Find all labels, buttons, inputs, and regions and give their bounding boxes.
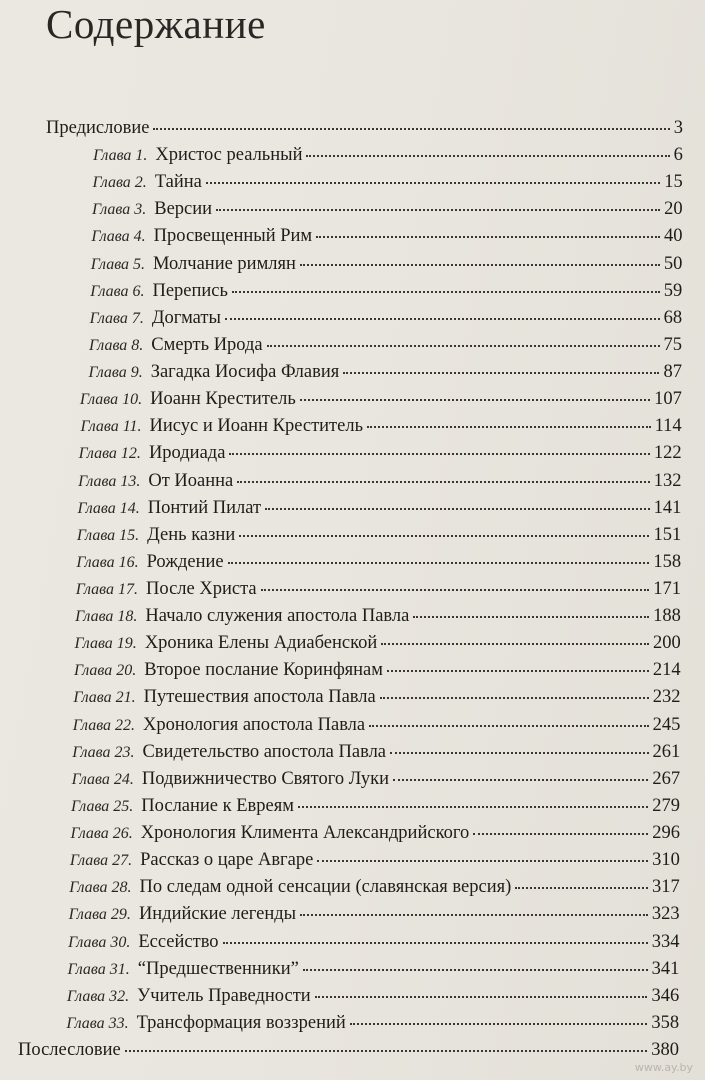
chapter-number: Глава 8. bbox=[89, 336, 144, 354]
entry-title: Молчание римлян bbox=[153, 253, 296, 274]
toc-entry bbox=[66, 660, 680, 681]
entry-title: Учитель Праведности bbox=[137, 985, 311, 1006]
page-number: 122 bbox=[653, 443, 682, 464]
chapter-number: Глава 15. bbox=[76, 526, 140, 544]
entry-title: Послание к Евреям bbox=[141, 795, 294, 816]
chapter-number: Глава 27. bbox=[69, 852, 133, 870]
toc-entry bbox=[76, 199, 682, 220]
dot-leader bbox=[393, 778, 648, 781]
toc-entry bbox=[72, 389, 682, 410]
chapter-number: Глава 14. bbox=[77, 499, 140, 517]
page-number: 59 bbox=[663, 280, 683, 301]
toc-entry bbox=[72, 416, 682, 437]
page-number: 132 bbox=[653, 470, 682, 491]
dot-leader bbox=[300, 398, 650, 401]
page-number: 3 bbox=[673, 118, 683, 138]
dot-leader bbox=[229, 452, 649, 455]
entry-title: Христос реальный bbox=[155, 145, 303, 166]
dot-leader bbox=[350, 1022, 648, 1025]
toc-entry bbox=[64, 742, 680, 763]
toc-entry bbox=[63, 796, 680, 817]
chapter-number: Глава 10. bbox=[79, 391, 143, 409]
entry-title: Просвещенный Рим bbox=[153, 226, 313, 247]
page-number: 6 bbox=[673, 145, 683, 166]
dot-leader bbox=[300, 913, 648, 916]
page-number: 279 bbox=[652, 795, 681, 816]
page-number: 68 bbox=[663, 307, 683, 328]
toc-entry bbox=[76, 226, 683, 247]
toc-entry bbox=[77, 145, 682, 166]
page-number: 341 bbox=[651, 958, 680, 979]
chapter-number: Глава 2. bbox=[92, 174, 147, 192]
chapter-number: Глава 24. bbox=[71, 770, 134, 788]
entry-title: Рождение bbox=[146, 551, 224, 572]
toc-entry bbox=[65, 715, 680, 736]
entry-title: От Иоанна bbox=[148, 470, 234, 491]
page-number: 323 bbox=[651, 904, 680, 925]
toc-entry bbox=[62, 877, 680, 898]
page-number: 20 bbox=[664, 199, 683, 220]
toc-entry bbox=[61, 904, 680, 925]
page-number: 141 bbox=[653, 497, 682, 518]
toc-entry bbox=[69, 525, 681, 546]
page-number: 87 bbox=[663, 362, 682, 383]
chapter-number: Глава 9. bbox=[88, 364, 143, 382]
dot-leader bbox=[380, 696, 649, 699]
page-number: 261 bbox=[652, 741, 681, 762]
chapter-number: Глава 23. bbox=[72, 743, 135, 761]
page-number: 188 bbox=[653, 606, 681, 627]
dot-leader bbox=[473, 832, 648, 835]
dot-leader bbox=[239, 534, 649, 537]
toc-entry bbox=[59, 1013, 680, 1034]
entry-title: Индийские легенды bbox=[138, 904, 297, 925]
entry-title: Иоанн Креститель bbox=[150, 389, 296, 410]
page-number: 232 bbox=[652, 687, 681, 708]
entry-title: Ессейство bbox=[138, 931, 219, 952]
entry-title: Второе послание Коринфянам bbox=[144, 660, 383, 681]
entry-title: Хроника Елены Адиабенской bbox=[144, 633, 378, 654]
dot-leader bbox=[232, 290, 660, 293]
chapter-number: Глава 5. bbox=[90, 255, 146, 273]
chapter-number: Глава 18. bbox=[75, 608, 138, 626]
toc-entry bbox=[60, 959, 680, 980]
entry-title: Иродиада bbox=[148, 443, 226, 464]
chapter-number: Глава 28. bbox=[69, 879, 132, 897]
dot-leader bbox=[413, 615, 649, 618]
entry-title: Хронология апостола Павла bbox=[143, 714, 366, 735]
chapter-number: Глава 30. bbox=[68, 933, 131, 951]
dot-leader bbox=[298, 805, 648, 808]
toc-entry bbox=[74, 281, 682, 302]
toc-entry bbox=[62, 850, 680, 871]
dot-leader bbox=[381, 642, 649, 645]
dot-leader bbox=[228, 561, 650, 564]
page-number: 75 bbox=[663, 334, 683, 355]
entry-title: Трансформация воззрений bbox=[136, 1012, 346, 1033]
page-number: 158 bbox=[653, 551, 682, 572]
entry-title: Подвижничество Святого Луки bbox=[141, 768, 389, 789]
chapter-number: Глава 26. bbox=[70, 825, 133, 843]
dot-leader bbox=[315, 995, 648, 998]
entry-title: Перепись bbox=[152, 280, 228, 301]
dot-leader bbox=[267, 344, 660, 347]
toc-entry bbox=[63, 823, 680, 844]
page-number: 15 bbox=[664, 172, 683, 193]
chapter-number: Глава 25. bbox=[71, 797, 134, 815]
toc-entry bbox=[66, 687, 681, 708]
dot-leader bbox=[390, 751, 649, 754]
entry-title: Версии bbox=[154, 199, 213, 220]
page-title: Содержание bbox=[46, 1, 266, 47]
chapter-number: Глава 20. bbox=[73, 662, 137, 680]
chapter-number: Глава 6. bbox=[90, 282, 145, 300]
entry-title: Догматы bbox=[151, 307, 221, 328]
chapter-number: Глава 1. bbox=[93, 147, 148, 165]
chapter-number: Глава 13. bbox=[78, 472, 141, 490]
chapter-number: Глава 22. bbox=[72, 716, 136, 734]
toc-entry bbox=[59, 986, 679, 1007]
dot-leader bbox=[387, 669, 649, 672]
watermark: www.ay.by bbox=[634, 1061, 693, 1074]
toc-entry bbox=[75, 254, 682, 275]
toc-entry bbox=[70, 471, 681, 492]
page-number: 40 bbox=[664, 226, 683, 247]
dot-leader bbox=[367, 425, 651, 428]
dot-leader bbox=[223, 941, 648, 944]
toc-entry bbox=[18, 1040, 679, 1061]
dot-leader bbox=[369, 724, 649, 727]
toc-entry bbox=[70, 498, 682, 519]
chapter-number: Глава 11. bbox=[80, 418, 142, 436]
entry-title: Тайна bbox=[154, 172, 202, 193]
dot-leader bbox=[216, 208, 660, 211]
toc-entry bbox=[71, 443, 682, 464]
entry-title: Рассказ о царе Авгаре bbox=[140, 850, 314, 871]
dot-leader bbox=[317, 859, 648, 862]
entry-title: Свидетельство апостола Павла bbox=[142, 741, 387, 762]
entry-title: Иисус и Иоанн Креститель bbox=[149, 416, 364, 437]
toc-entry bbox=[67, 606, 680, 627]
chapter-number: Глава 3. bbox=[91, 201, 147, 219]
toc-entry bbox=[64, 769, 680, 790]
entry-title: Хронология Климента Александрийского bbox=[140, 823, 470, 844]
page-number: 334 bbox=[651, 931, 680, 952]
toc-entry bbox=[46, 118, 683, 139]
page-number: 151 bbox=[653, 524, 682, 545]
entry-title: “Предшественники” bbox=[137, 958, 299, 979]
chapter-number: Глава 19. bbox=[74, 635, 137, 653]
chapter-number: Глава 17. bbox=[75, 581, 138, 598]
dot-leader bbox=[261, 588, 650, 591]
toc-entry bbox=[77, 172, 683, 193]
entry-title: После Христа bbox=[146, 579, 257, 599]
entry-title: День казни bbox=[147, 524, 236, 545]
dot-leader bbox=[316, 235, 660, 238]
toc-entry bbox=[60, 932, 679, 953]
entry-title: По следам одной сенсации (славянская версия) bbox=[139, 877, 512, 898]
dot-leader bbox=[515, 886, 648, 889]
dot-leader bbox=[265, 507, 649, 510]
page-number: 214 bbox=[652, 660, 681, 681]
page-number: 380 bbox=[651, 1040, 679, 1060]
page-number: 267 bbox=[652, 768, 681, 789]
page-number: 317 bbox=[651, 877, 680, 898]
toc-entry bbox=[73, 362, 682, 383]
entry-title: Предисловие bbox=[46, 118, 150, 138]
toc-entry bbox=[74, 308, 682, 329]
page-number: 310 bbox=[652, 850, 680, 871]
dot-leader bbox=[303, 968, 648, 971]
page-number: 245 bbox=[652, 714, 681, 735]
chapter-number: Глава 16. bbox=[76, 553, 139, 571]
toc-entry bbox=[68, 579, 681, 600]
chapter-number: Глава 21. bbox=[73, 689, 136, 707]
chapter-number: Глава 33. bbox=[66, 1014, 129, 1032]
entry-title: Послесловие bbox=[18, 1040, 121, 1060]
dot-leader bbox=[343, 371, 659, 374]
toc-entry bbox=[69, 552, 682, 573]
dot-leader bbox=[153, 127, 669, 130]
dot-leader bbox=[125, 1049, 648, 1052]
toc-entry bbox=[73, 335, 682, 356]
entry-title: Смерть Ирода bbox=[151, 334, 263, 355]
page-number: 107 bbox=[654, 389, 682, 410]
dot-leader bbox=[225, 317, 660, 320]
dot-leader bbox=[300, 263, 660, 266]
toc-entry bbox=[67, 633, 681, 654]
entry-title: Путешествия апостола Павла bbox=[143, 687, 376, 708]
page-number: 200 bbox=[653, 633, 681, 654]
entry-title: Понтий Пилат bbox=[147, 497, 262, 518]
entry-title: Начало служения апостола Павла bbox=[145, 606, 410, 627]
dot-leader bbox=[206, 181, 660, 184]
page-number: 346 bbox=[651, 985, 680, 1006]
entry-title: Загадка Иосифа Флавия bbox=[150, 362, 340, 383]
page-number: 50 bbox=[663, 253, 683, 274]
chapter-number: Глава 4. bbox=[91, 228, 146, 246]
chapter-number: Глава 7. bbox=[89, 309, 144, 327]
dot-leader bbox=[237, 480, 649, 483]
chapter-number: Глава 31. bbox=[67, 960, 130, 978]
chapter-number: Глава 29. bbox=[68, 906, 131, 924]
page-number: 171 bbox=[653, 579, 681, 599]
page-number: 358 bbox=[651, 1012, 680, 1033]
chapter-number: Глава 12. bbox=[78, 445, 141, 463]
page-number: 114 bbox=[654, 416, 682, 437]
chapter-number: Глава 32. bbox=[66, 987, 130, 1005]
page-number: 296 bbox=[652, 823, 680, 844]
dot-leader bbox=[306, 154, 669, 157]
